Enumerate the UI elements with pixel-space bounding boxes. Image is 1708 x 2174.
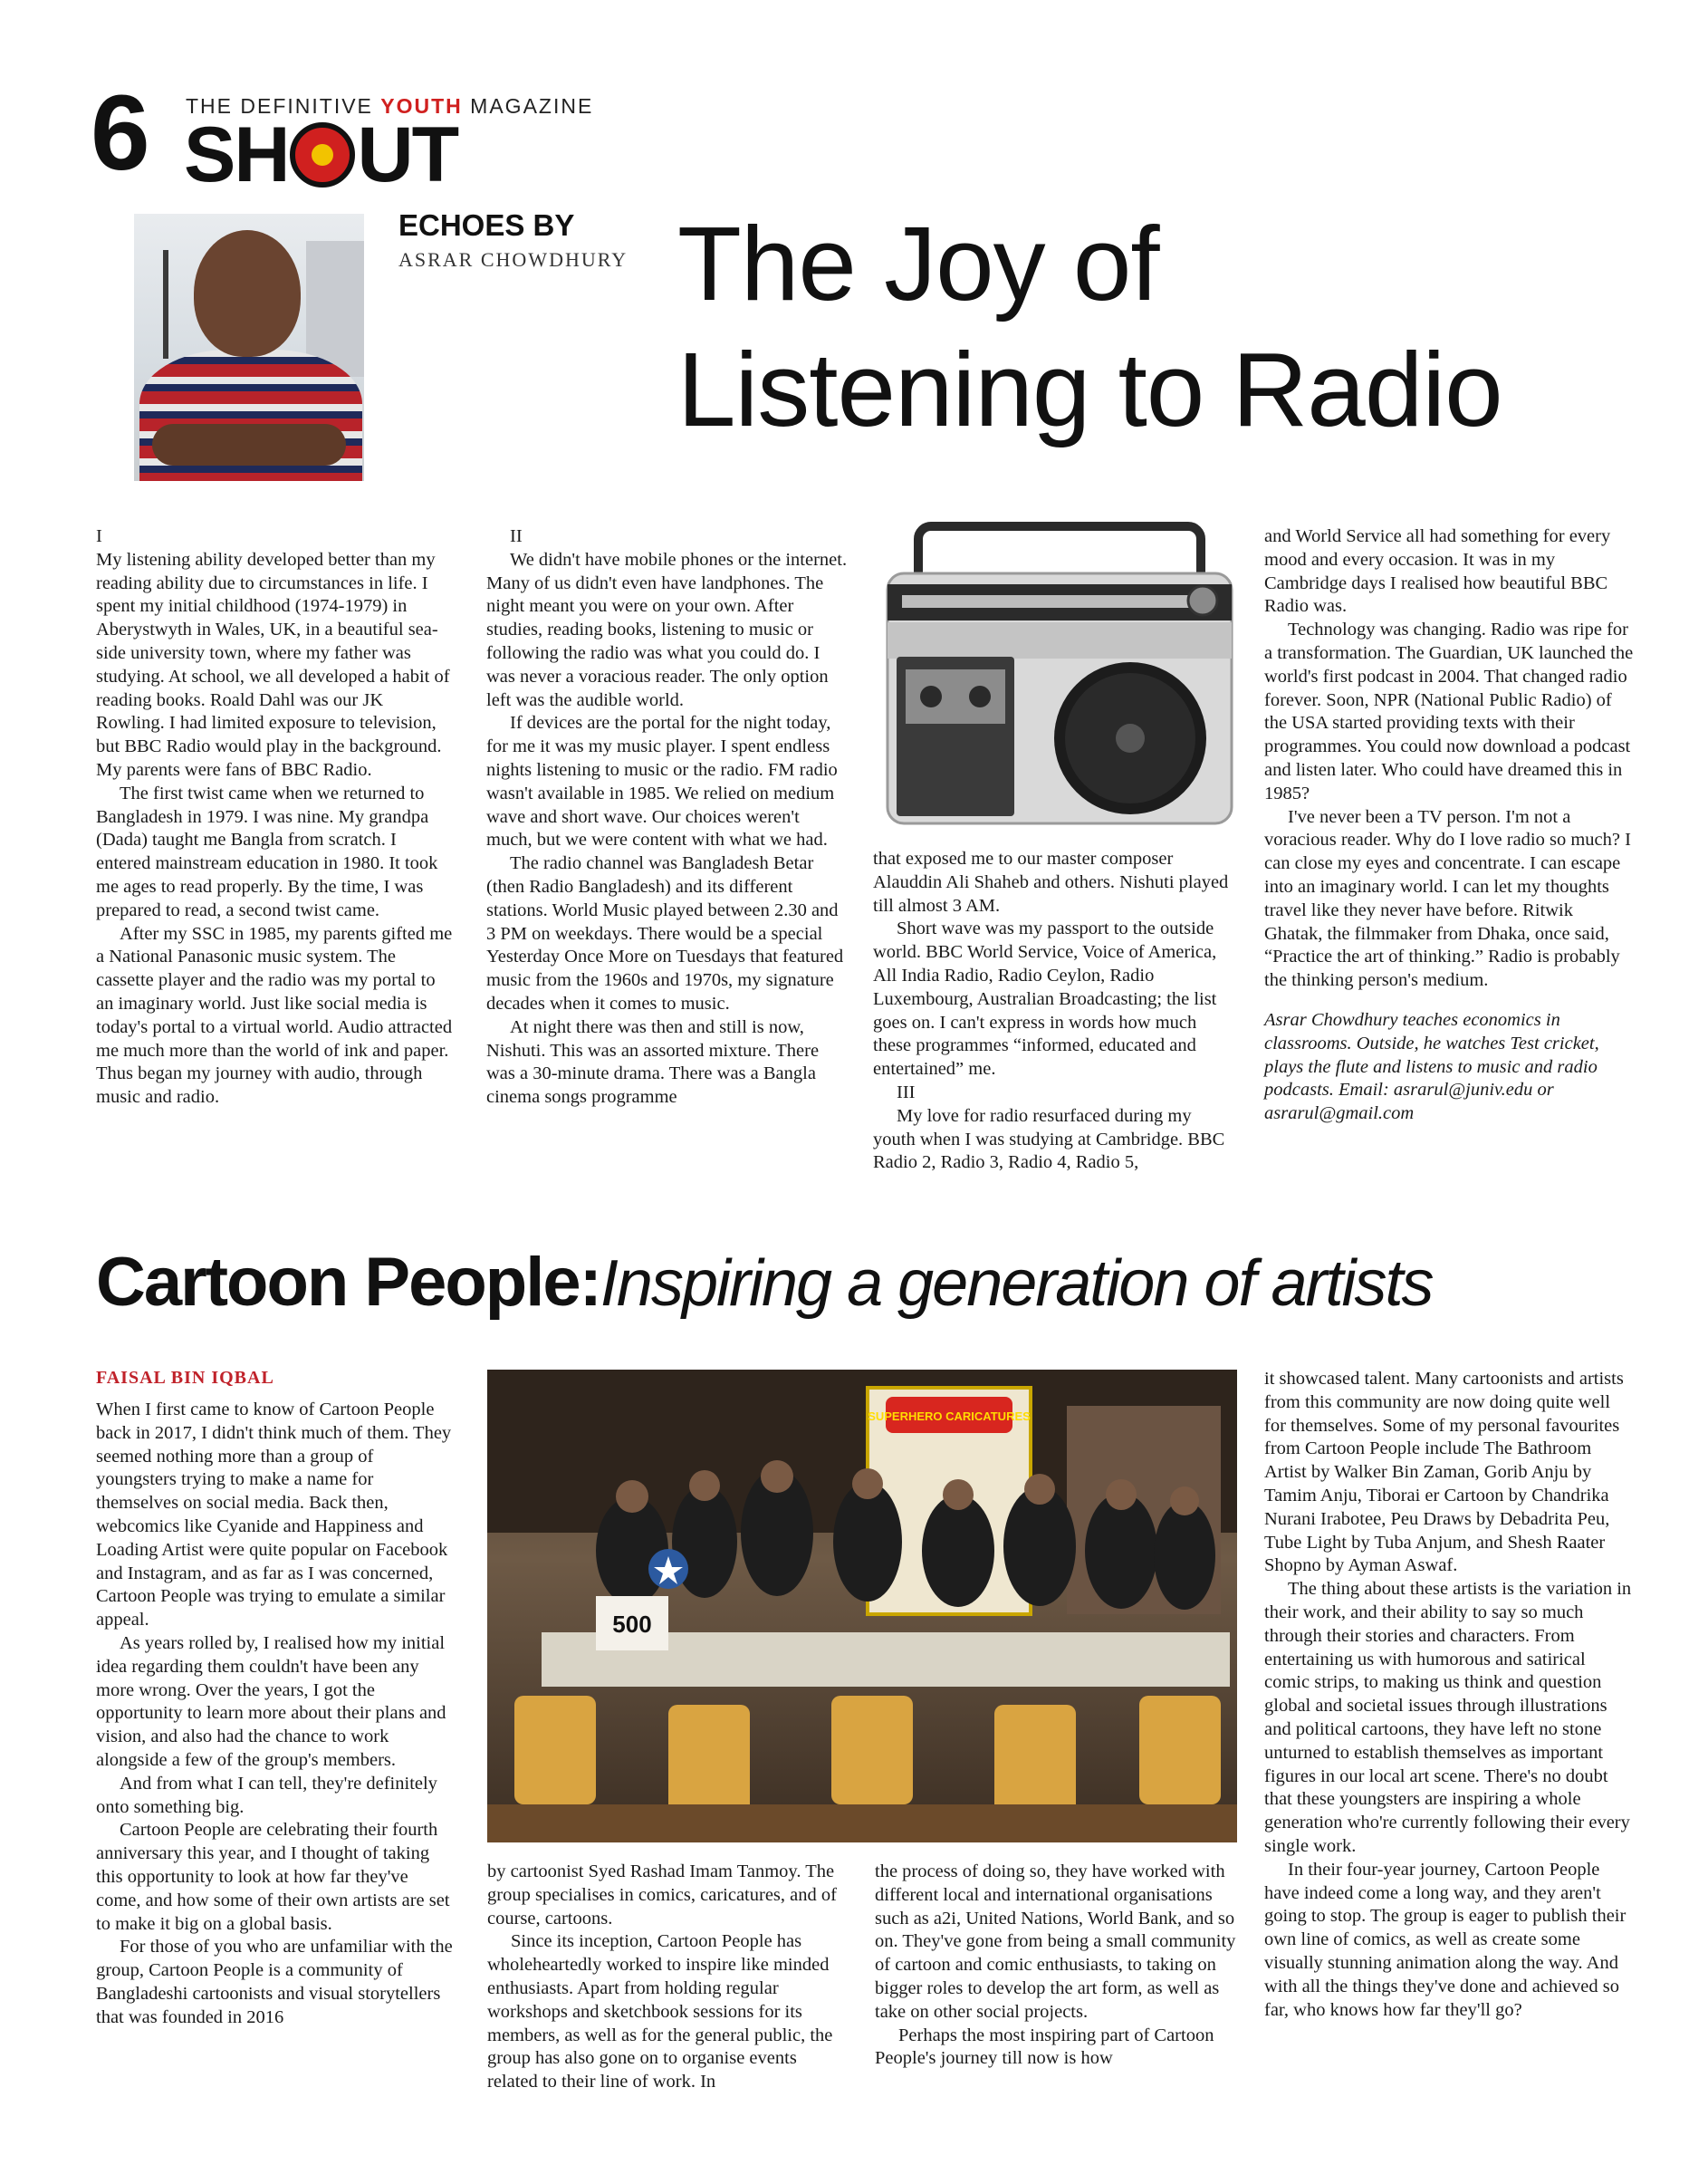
title-bold: Cartoon People: (96, 1244, 600, 1321)
paragraph: and World Service all had something for every mood and every occasion. It was in my Cambridge days I realised how beautiful BBC Radio was. (1264, 526, 1611, 617)
article2-author: FAISAL BIN IQBAL (96, 1368, 274, 1388)
logo-o-icon (290, 122, 355, 188)
paragraph: If devices are the portal for the night today, for me it was my music player. I spent endless nights listening to music or the radio. FM radio wasn't available in 1985. We relied on medium wave and short wave. Our choices weren't much, but we were content with what we had. (486, 713, 838, 851)
article-author: ASRAR CHOWDHURY (398, 248, 629, 271)
column-label: ECHOES BY (398, 208, 575, 242)
paragraph: As years rolled by, I realised how my initial idea regarding them couldn't have been any more wrong. Over the years, I got the opportunity to learn more about their plans and vision, and also had the chance to work alongside a few of the group's members. (96, 1632, 446, 1770)
group-photo-drawing (487, 1370, 1237, 1842)
cassette-radio-image (875, 521, 1244, 829)
article2-column-3 (875, 1861, 1237, 2071)
paragraph: Short wave was my passport to the outside world. BBC World Service, Voice of America, All India Radio, Radio Ceylon, Radio Luxembourg, Australian Broadcasting; the list goes on. I can't express in words how much these programmes “informed, educated and entertained” me. (873, 919, 1217, 1080)
paragraph: For those of you who are unfamiliar with the group, Cartoon People is a community of Bangladeshi cartoonists and visual storytellers that was founded in 2016 (96, 1937, 453, 2027)
article2-column-2 (487, 1861, 848, 2094)
group-photo (487, 1370, 1237, 1842)
article2-title (96, 1243, 1432, 1322)
article2-column-4 (1264, 1368, 1634, 2022)
article1-column-4 (1264, 525, 1634, 1126)
paragraph: that exposed me to our master composer Alauddin Ali Shaheb and others. Nishuti played till almost 3 AM. (873, 849, 1229, 916)
paragraph: My listening ability developed better than my reading ability due to circumstances in life. I spent my initial childhood (1974-1979) in Aberystwyth in Wales, UK, in a beautiful sea-side university town, where my father was studying. At school, we all developed a habit of reading books. Roald Dahl was our JK Rowling. I had limited exposure to television, but BBC Radio would play in the background. My parents were fans of BBC Radio. (96, 549, 450, 780)
article1-column-2 (486, 525, 849, 1110)
section-number: II (510, 526, 523, 546)
article1-column-1 (96, 525, 453, 1110)
author-photo (134, 214, 364, 481)
paragraph: The first twist came when we returned to Bangladesh in 1979. I was nine. My grandpa (Dada) taught me Bangla from scratch. I entered mainstream education in 1980. It took me ages to read properly. By the time, I was prepared to read, a second twist came. (96, 783, 438, 920)
paragraph: Cartoon People are celebrating their fourth anniversary this year, and I thought of taking this opportunity to look at how far they've come, and how some of their own artists are set to make it big on a global basis. (96, 1820, 450, 1934)
paragraph: I've never been a TV person. I'm not a voracious reader. Why do I love radio so much? I can close my eyes and concentrate. I can escape into an imaginary world. I can let my thoughts travel like they never have before. Ritwik Ghatak, the filmmaker from Dhaka, once said, “Practice the art of thinking.” Radio is probably the thinking person's medium. (1264, 806, 1631, 991)
sign-text: 500 (612, 1611, 652, 1638)
banner-text: SUPERHERO CARICATURES (868, 1409, 1031, 1423)
title-italic: Inspiring a generation of artists (600, 1247, 1433, 1320)
shout-logo (184, 111, 458, 198)
title-line-1: The Joy of (677, 205, 1159, 322)
article-title (677, 201, 1692, 453)
logo-right: UT (357, 111, 458, 198)
paragraph: At night there was then and still is now, Nishuti. This was an assorted mixture. There was a 30-minute drama. There was a Bangla cinema songs programme (486, 1016, 820, 1108)
paragraph: The thing about these artists is the variation in their work, and their ability to say so much through their stories and characters. From entertaining us with humorous and satirical comic strips, to making us think and question global and societal issues through illustrations and political cartoons, they have left no stone unturned to establish themselves as important figures in our local art scene. There's no doubt that these youngsters are inspiring a whole generation who're currently following their every single work. (1264, 1579, 1632, 1856)
paragraph: After my SSC in 1985, my parents gifted me a National Panasonic music system. The cassette player and the radio was my portal to an imaginary world. Just like social media is today's portal to a virtual world. Audio attracted me much more than the world of ink and paper. Thus began my journey with audio, through music and radio. (96, 923, 453, 1108)
tagline-accent: YOUTH (380, 94, 463, 118)
paragraph: In their four-year journey, Cartoon People have indeed come a long way, and they aren't going to stop. The group is eager to publish their own line of comics, as well as create some visually stunning animation along the way. And with all the things they've done and achieved so far, who knows how far they'll go? (1264, 1859, 1626, 2020)
paragraph: We didn't have mobile phones or the internet. Many of us didn't even have landphones. The night meant you were on your own. After studies, reading books, listening to music or following the radio was what you could do. I was never a voracious reader. The only option left was the audible world. (486, 549, 848, 710)
tagline-after: MAGAZINE (462, 94, 594, 118)
logo-left: SH (184, 111, 289, 198)
paragraph: the process of doing so, they have worked with different local and international organisations such as a2i, United Nations, World Bank, and so on. They've gone from being a small community of cartoon and comic enthusiasts, to taking on bigger roles to develop the art form, as well as take on other social projects. (875, 1861, 1236, 2022)
tagline-before: THE DEFINITIVE (186, 94, 381, 118)
paragraph: it showcased talent. Many cartoonists and artists from this community are now doing quite well for themselves. Some of my personal favourites from Cartoon People include The Bathroom Artist by Walker Bin Zaman, Gorib Anju by Tamim Anju, Tiborai er Cartoon by Chandrika Nurani Irabotee, Peu Draws by Debadrita Peu, Tube Light by Tuba Anjum, and Shesh Raater Shopno by Ayman Aswaf. (1264, 1369, 1624, 1576)
section-number: III (897, 1082, 916, 1102)
paragraph: When I first came to know of Cartoon People back in 2017, I didn't think much of them. They seemed nothing more than a group of youngsters trying to make a name for themselves on social media. Back then, webcomics like Cyanide and Happiness and Loading Artist were quite popular on Facebook and Instagram, and as far as I was concerned, Cartoon People was trying to emulate a similar appeal. (96, 1400, 452, 1630)
paragraph: Technology was changing. Radio was ripe for a transformation. The Guardian, UK launched the world's first podcast in 2004. That changed radio forever. Soon, NPR (National Public Radio) of the USA started providing texts with their programmes. You could now download a podcast and listen later. Who could have dreamed this in 1985? (1264, 620, 1634, 803)
section-number: I (96, 526, 102, 546)
paragraph: The radio channel was Bangladesh Betar (then Radio Bangladesh) and its different stations. World Music played between 2.30 and 3 PM on weekdays. There would be a special Yesterday Once More on Tuesdays that featured music from the 1960s and 1970s, my signature decades when it comes to music. (486, 853, 844, 1014)
paragraph: And from what I can tell, they're definitely onto something big. (96, 1773, 437, 1817)
paragraph: Perhaps the most inspiring part of Cartoon People's journey till now is how (875, 2025, 1214, 2069)
page-number: 6 (91, 73, 150, 193)
article1-column-3 (873, 848, 1235, 1175)
article2-column-1 (96, 1399, 453, 2030)
title-line-2: Listening to Radio (677, 331, 1502, 449)
paragraph: by cartoonist Syed Rashad Imam Tanmoy. The group specialises in comics, caricatures, and of course, cartoons. (487, 1861, 837, 1929)
paragraph: My love for radio resurfaced during my youth when I was studying at Cambridge. BBC Radio 2, Radio 3, Radio 4, Radio 5, (873, 1105, 1225, 1173)
paragraph: Since its inception, Cartoon People has wholeheartedly worked to inspire like minded enthusiasts. Apart from holding regular workshops and sketchbook sessions for its members, as well as for the general public, the group has also gone on to organise events related to their line of work. In (487, 1931, 833, 2092)
author-bio: Asrar Chowdhury teaches economics in classrooms. Outside, he watches Test cricket, plays the flute and listens to music and radio podcasts. Email: asrarul@juniv.edu or asrarul@gmail.com (1264, 1009, 1599, 1124)
